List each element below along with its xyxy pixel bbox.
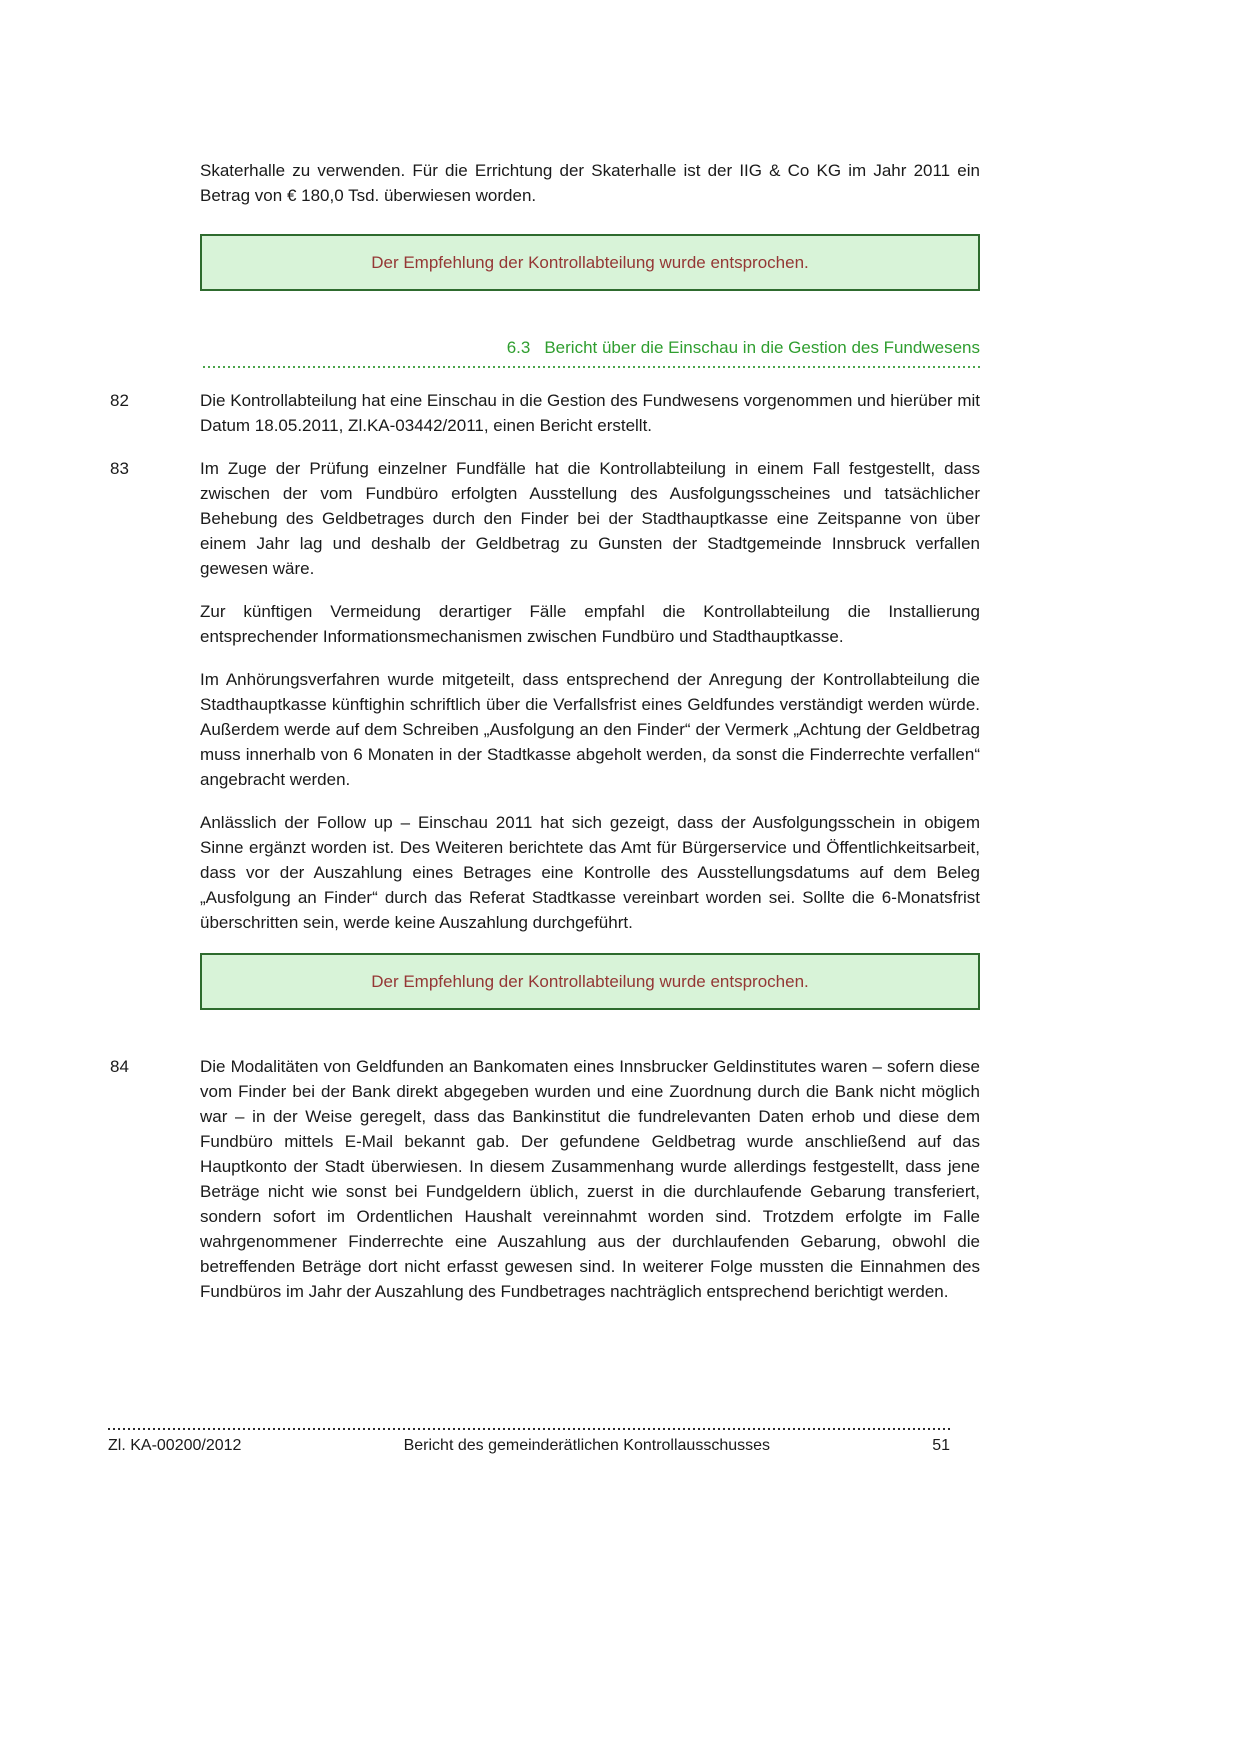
recommendation-box-1-text: Der Empfehlung der Kontrollabteilung wurde entsprochen. [371, 253, 809, 272]
paragraph-84-text: Die Modalitäten von Geldfunden an Bankomaten eines Innsbrucker Geldinstitutes waren – sofern diese vom Finder bei der Bank direkt abgegeben wurden und eine Zuordnung durch die Bank nicht möglich war – in der Weise geregelt, dass das Bankinstitut die fundrelevanten Daten erhob und diese dem Fundbüro mittels E-Mail bekannt gab. Der gefundene Geldbetrag wurde anschließend auf das Hauptkonto der Stadt überwiesen. In diesem Zusammenhang wurde allerdings festgestellt, dass jene Beträge nicht wie sonst bei Fundgeldern üblich, zuerst in die durchlaufende Gebarung transferiert, sondern sofort im Ordentlichen Haushalt vereinnahmt worden sind. Trotzdem erfolgte im Falle wahrgenommener Finderrechte eine Auszahlung aus der durchlaufenden Gebarung, obwohl die betreffenden Beträge dort nicht erfasst gewesen sind. In weiterer Folge mussten die Einnahmen des Fundbüros im Jahr der Auszahlung des Fundbetrages nachträglich entsprechend berichtigt werden. [200, 1057, 980, 1301]
section-heading [200, 337, 980, 359]
paragraph-82 [110, 388, 980, 438]
page-content [110, 158, 980, 1322]
recommendation-box-1 [200, 234, 980, 291]
paragraph-82-number: 82 [110, 391, 129, 410]
section-title: Bericht über die Einschau in die Gestion des Fundwesens [544, 338, 980, 357]
paragraph-84 [110, 1054, 980, 1304]
footer-row [108, 1436, 950, 1456]
section-number: 6.3 [506, 338, 531, 357]
paragraph-83-sub-1: Zur künftigen Vermeidung derartiger Fälle empfahl die Kontrollabteilung die Installierung entsprechender Informationsmechanismen zwischen Fundbüro und Stadthauptkasse. [200, 602, 980, 646]
footer-page-number: 51 [932, 1437, 950, 1454]
paragraph-82-text: Die Kontrollabteilung hat eine Einschau in die Gestion des Fundwesens vorgenommen und hierüber mit Datum 18.05.2011, Zl.KA-03442/2011, einen Bericht erstellt. [200, 391, 980, 435]
paragraph-83-text: Im Zuge der Prüfung einzelner Fundfälle hat die Kontrollabteilung in einem Fall festgestellt, dass zwischen der vom Fundbüro erfolgten Ausstellung des Ausfolgungsscheines und tatsächlicher Behebung des Geldbetrages durch den Finder bei der Stadthauptkasse eine Zeitspanne von über einem Jahr lag und deshalb der Geldbetrag zu Gunsten der Stadtgemeinde Innsbruck verfallen gewesen wäre. [200, 459, 980, 578]
paragraph-83-sub-3: Anlässlich der Follow up – Einschau 2011 hat sich gezeigt, dass der Ausfolgungsschein in obigem Sinne ergänzt worden ist. Des Weiteren berichtete das Amt für Bürgerservice und Öffentlichkeitsarbeit, dass vor der Auszahlung eines Betrages eine Kontrolle des Ausstellungsdatums auf dem Beleg „Ausfolgung an Finder“ durch das Referat Stadtkasse vereinbart worden sei. Sollte die 6-Monatsfrist überschritten sein, werde keine Auszahlung durchgeführt. [200, 813, 980, 932]
paragraph-83-sub-2: Im Anhörungsverfahren wurde mitgeteilt, dass entsprechend der Anregung der Kontrollabteilung die Stadthauptkasse künftighin schriftlich über die Verfallsfrist eines Geldfundes verständigt werden würde. Außerdem werde auf dem Schreiben „Ausfolgung an den Finder“ der Vermerk „Achtung der Geldbetrag muss innerhalb von 6 Monaten in der Stadtkasse abgeholt werden, da sonst die Finderrechte verfallen“ angebracht werden. [200, 670, 980, 789]
footer-title: Bericht des gemeinderätlichen Kontrollausschusses [403, 1437, 771, 1454]
recommendation-box-2-text: Der Empfehlung der Kontrollabteilung wurde entsprochen. [371, 972, 809, 991]
footer-reference: Zl. KA-00200/2012 [108, 1437, 242, 1454]
paragraph-84-number: 84 [110, 1057, 129, 1076]
section-divider [203, 365, 980, 368]
paragraph-83-number: 83 [110, 459, 129, 478]
page-footer [108, 1428, 950, 1456]
intro-paragraph: Skaterhalle zu verwenden. Für die Errichtung der Skaterhalle ist der IIG & Co KG im Jahr 2011 ein Betrag von € 180,0 Tsd. überwiesen worden. [200, 161, 980, 205]
footer-divider [108, 1428, 950, 1431]
recommendation-box-2 [200, 953, 980, 1010]
paragraph-83 [110, 456, 980, 581]
